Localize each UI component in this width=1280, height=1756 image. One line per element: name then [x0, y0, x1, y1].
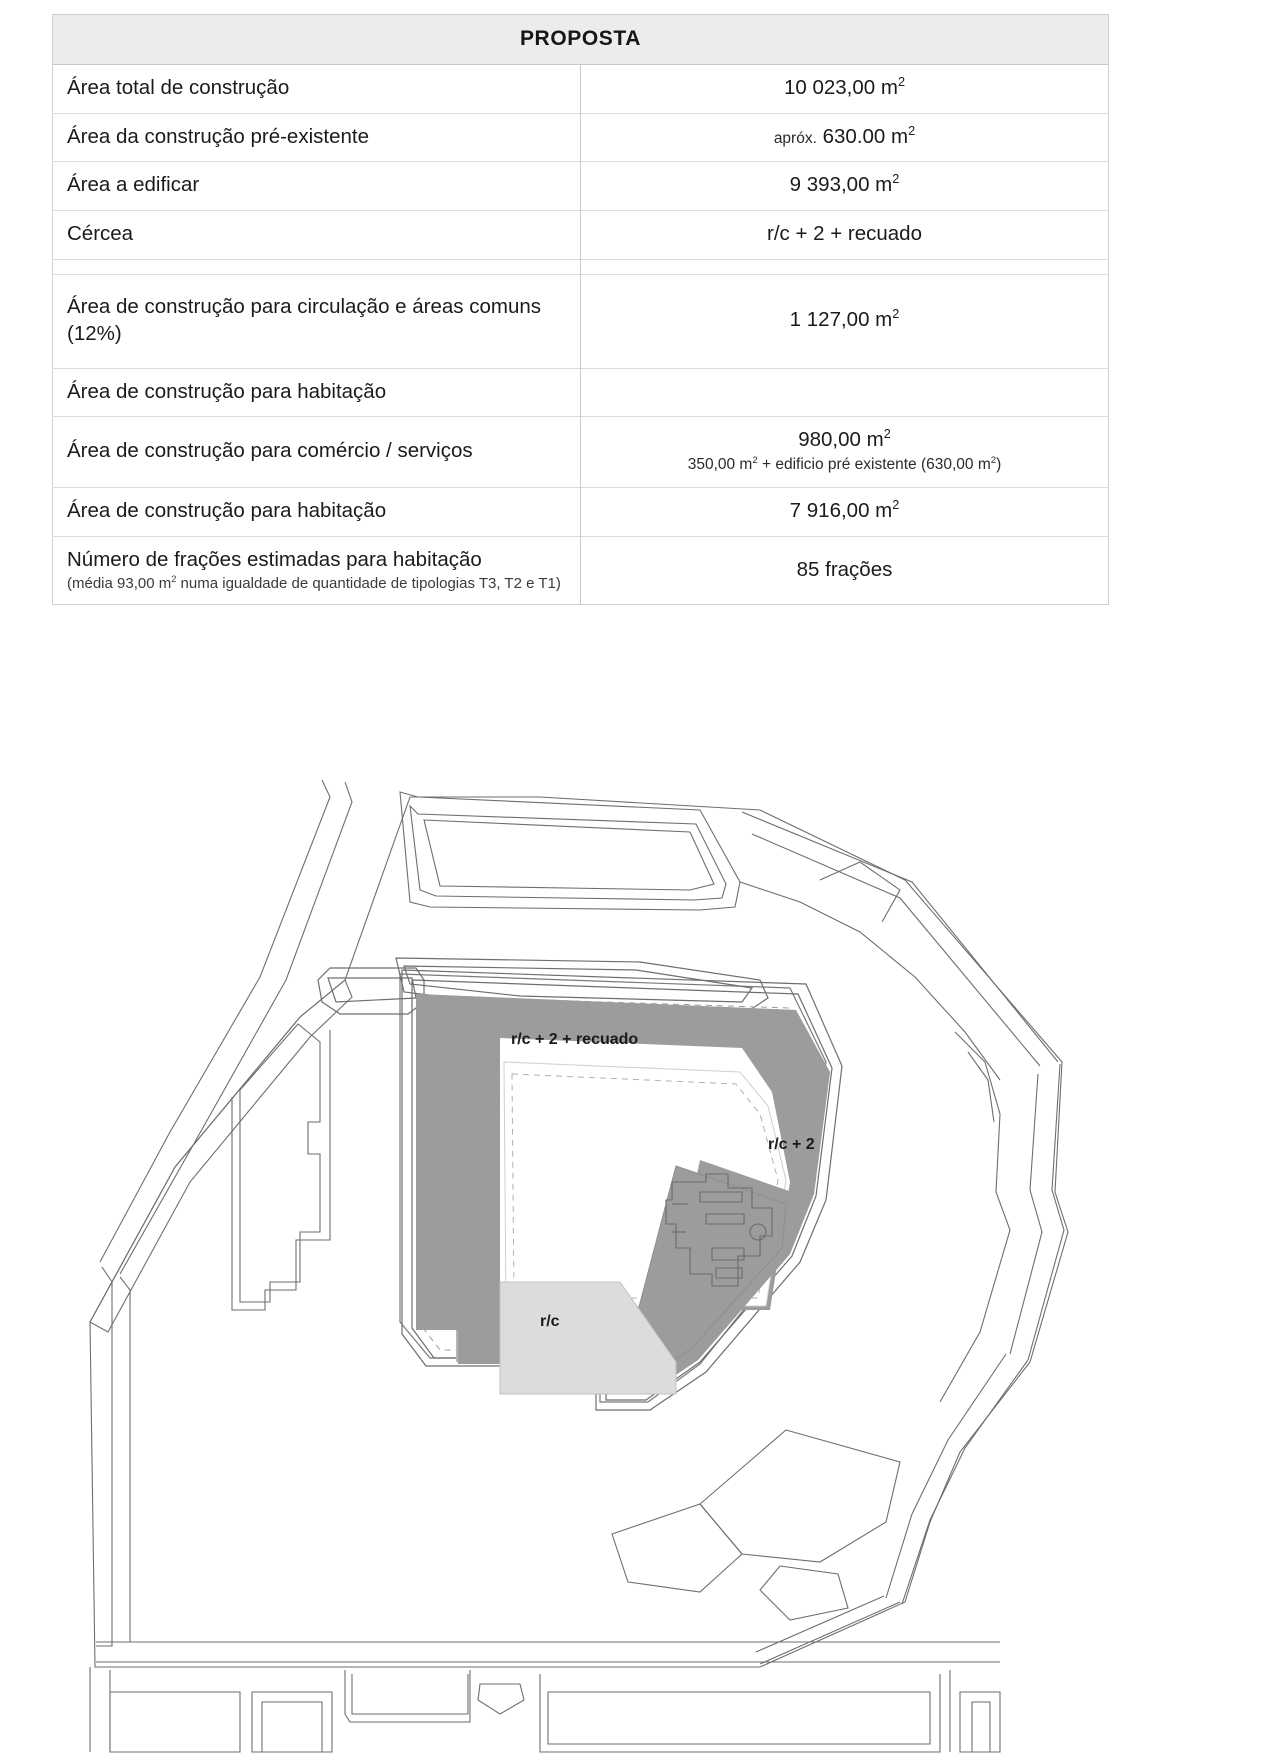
row-value-text: 7 916,00 $m^2$	[789, 497, 900, 522]
row-value	[581, 65, 1109, 114]
page-title: PROPOSTA	[53, 15, 1109, 65]
row-label: Área de construção para habitação	[53, 368, 581, 416]
row-value	[581, 416, 1109, 487]
table-spacer-row	[53, 259, 1109, 274]
row-value	[581, 274, 1109, 368]
row-label-text: Número de frações estimadas para habitação	[67, 547, 482, 571]
plan-label-rc2: r/c + 2	[768, 1136, 815, 1153]
plan-label-rc: r/c	[540, 1313, 560, 1330]
table-row	[53, 210, 1109, 259]
row-label: Área de construção para habitação	[53, 487, 581, 536]
row-label: Cércea	[53, 210, 581, 259]
proposta-table-wrapper	[52, 14, 1108, 605]
row-value-text: 10 023,00 $m^2$	[783, 74, 906, 99]
plan-label-rc2recuado: r/c + 2 + recuado	[511, 1031, 639, 1048]
table-row	[53, 416, 1109, 487]
row-value-note: 350,00 $m^2$ + edificio pré existente (630,00 $m^2$)	[687, 455, 1002, 474]
row-value-text: 980,00 $m^2$	[798, 425, 891, 451]
table-row	[53, 368, 1109, 416]
table-row	[53, 487, 1109, 536]
spacer-cell-left	[53, 259, 581, 274]
table-row	[53, 162, 1109, 211]
row-value	[581, 113, 1109, 162]
row-value	[581, 487, 1109, 536]
table-row	[53, 536, 1109, 605]
row-value-text: 9 393,00 $m^2$	[789, 171, 900, 197]
spacer-cell-right	[581, 259, 1109, 274]
row-label	[53, 536, 581, 605]
row-value	[581, 162, 1109, 211]
site-plan-svg	[0, 762, 1280, 1756]
table-row	[53, 274, 1109, 368]
row-value: 85 frações	[581, 536, 1109, 605]
table-row	[53, 113, 1109, 162]
row-value: r/c + 2 + recuado	[581, 210, 1109, 259]
row-label: Área de construção para comércio / serviços	[53, 416, 581, 487]
row-label-note: (média 93,00 $m^2$ numa igualdade de quantidade de tipologias T3, T2 e T1)	[67, 573, 561, 592]
table-header-row	[53, 15, 1109, 65]
row-label: Área total de construção	[53, 65, 581, 114]
row-label: Área de construção para circulação e áreas comuns (12%)	[53, 274, 581, 368]
row-value-text: 630.00 $m^2$	[822, 122, 916, 148]
row-label: Área da construção pré-existente	[53, 113, 581, 162]
site-plan-drawing	[0, 762, 1280, 1756]
row-value-prefix: apróx.	[773, 129, 817, 147]
table-row	[53, 65, 1109, 114]
row-value	[581, 368, 1109, 416]
row-value-text: 1 127,00 $m^2$	[789, 306, 900, 332]
row-label: Área a edificar	[53, 162, 581, 211]
proposta-table	[52, 14, 1109, 605]
